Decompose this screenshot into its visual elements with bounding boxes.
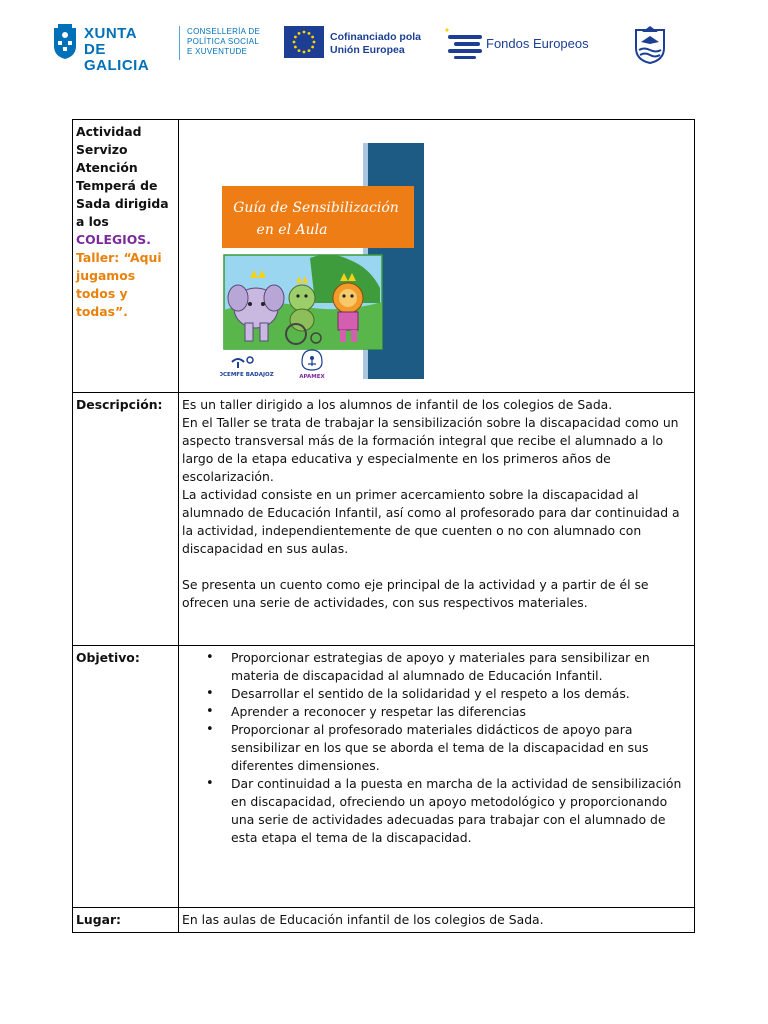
apamex-label: APAMEX [299,374,325,379]
xunta-logo [52,22,174,74]
description-paragraph-2: En el Taller se trata de trabajar la sensibilización sobre la discapacidad como un aspecto transversal más de la formación integral que recibe el alumnado a lo largo de la etapa educativa y especialmente en los primeros años de escolarización. [182,415,679,484]
list-item: • Proporcionar al profesorado materiales didácticos de apoyo para sensibilizar en los que se aborda el tema de la discapacidad en sus diferentes dimensiones. [206,721,691,775]
activity-row [73,120,695,393]
cover-title-line2: en el Aula [256,222,328,238]
cover-title-line1: Guía de Sensibilización [233,200,399,216]
cocemfe-label: COCEMFE BADAJOZ [220,372,274,378]
xunta-crest-icon [52,24,78,60]
objective-row [73,646,695,908]
fondos-europeos-text: Fondos Europeos [486,36,589,51]
place-label: Lugar: [73,908,179,933]
conselleria-line2: POLÍTICA SOCIAL [187,37,260,46]
fondos-europeos-logo [444,22,614,66]
conselleria-line3: E XUVENTUDE [187,47,248,56]
place-value: En las aulas de Educación infantil de los colegios de Sada. [179,908,695,933]
xunta-line2: DE GALICIA [84,41,150,74]
description-paragraph-1: Es un taller dirigido a los alumnos de infantil de los colegios de Sada. [182,397,613,412]
list-item: • Proporcionar estrategias de apoyo y materiales para sensibilizar en materia de discapacidad al alumnado de Educación Infantil. [206,649,691,685]
activity-image-cell [179,120,695,393]
eu-line1: Cofinanciado pola [330,31,422,43]
objective-label: Objetivo: [73,646,179,908]
activity-table [72,119,695,933]
xunta-line1: XUNTA [84,25,138,42]
list-item: • Aprender a reconocer y respetar las diferencias [206,703,691,721]
activity-label-cell [73,120,179,393]
activity-label-colegios: COLEGIOS. [76,232,151,247]
sada-logo [632,22,672,66]
objective-cell [179,646,695,908]
logo-divider [179,26,180,60]
header-logos [52,22,672,74]
list-item: • Desarrollar el sentido de la solidaridad y el respeto a los demás. [206,685,691,703]
description-paragraph-3: La actividad consiste en un primer acercamiento sobre la discapacidad al alumnado de Educación Infantil, así como al profesorado para dar continuidad a la actividad, independientemente de que cuenten o no con alumnado con discapacidad en sus aulas. [182,487,680,556]
list-item: • Dar continuidad a la puesta en marcha de la actividad de sensibilización en discapacidad, ofreciendo un apoyo metodológico y proporcionando una serie de actividades adecuadas para trabajar con el alumnado de esta etapa el tema de la discapacidad. [206,775,691,847]
guide-cover-image [220,138,430,379]
description-row [73,393,695,646]
eu-line2: Unión Europea [330,44,405,56]
place-row [73,908,695,933]
sada-shield-icon [632,24,668,64]
fondos-europeos-mark-icon [444,26,484,60]
description-cell [179,393,695,646]
guide-cover-illustration [220,138,430,379]
objective-list [182,649,691,847]
activity-label-text: Actividad Servizo Atención Temperá de Sada dirigida a los [76,124,169,229]
conselleria-line1: CONSELLERÍA DE [187,27,261,36]
description-label: Descripción: [73,393,179,646]
eu-flag-icon [284,26,324,58]
activity-label-taller: Taller: “Aqui jugamos todos y todas”. [76,250,162,319]
cover-title-band [222,186,414,248]
eu-logo [284,22,434,66]
conselleria-logo [187,22,277,66]
description-paragraph-4: Se presenta un cuento como eje principal de la actividad y a partir de él se ofrecen una serie de actividades, con sus respectivos materiales. [182,577,649,610]
